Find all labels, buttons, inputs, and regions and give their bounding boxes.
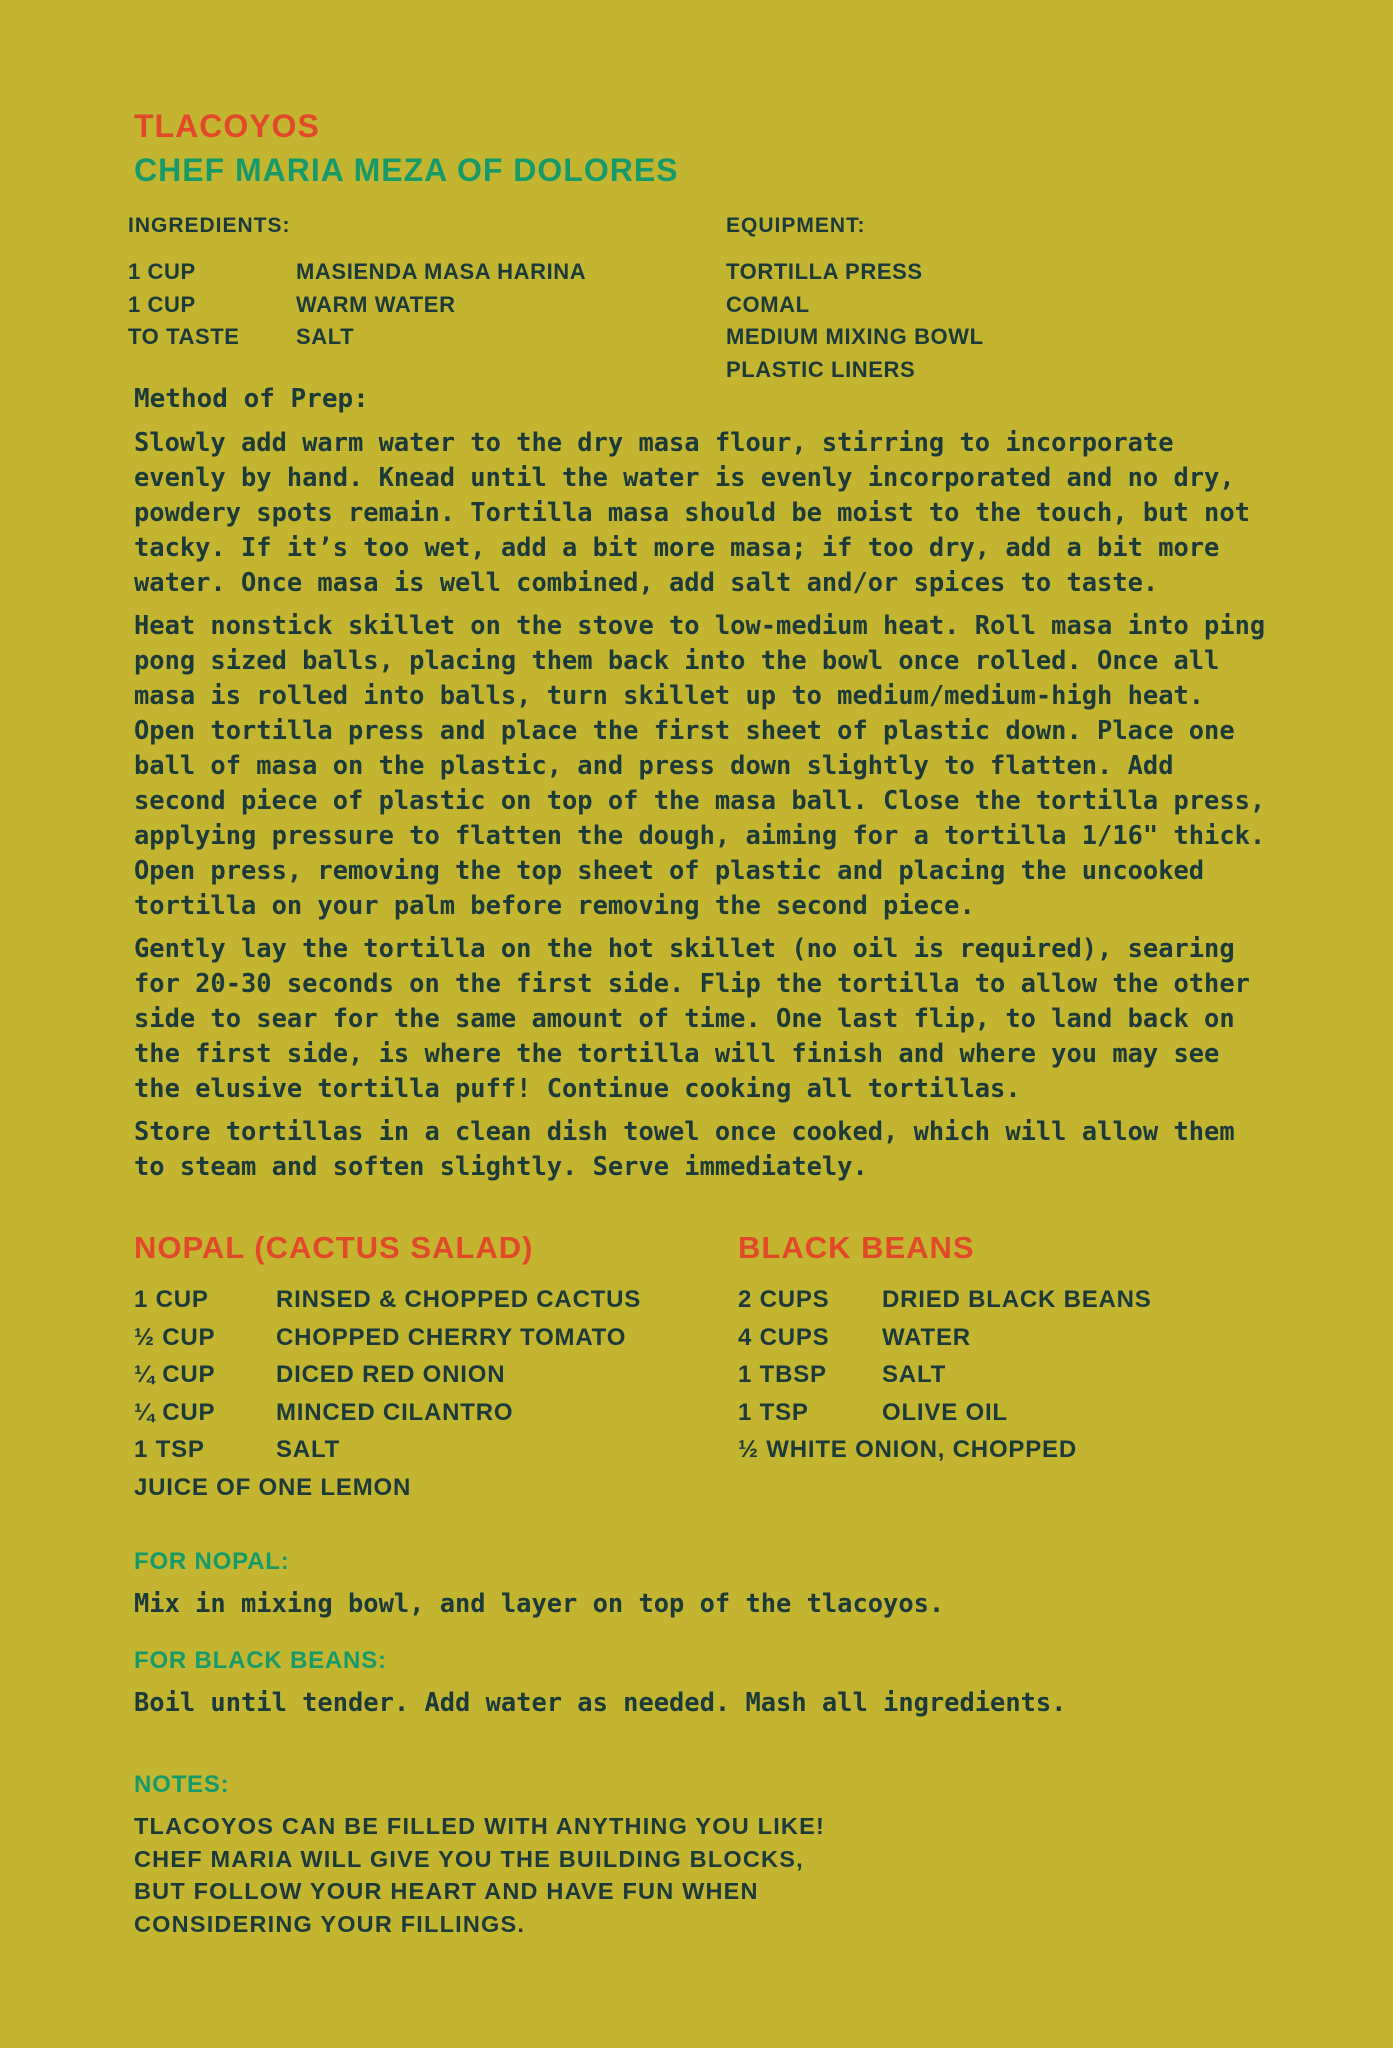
ingredient-row [738,1281,1152,1319]
method-paragraph: Heat nonstick skillet on the stove to low-medium heat. Roll masa into ping pong sized balls, placing them back into the bowl once rolled. Once all masa is rolled into balls, turn skillet up to medium/medium-high heat. Open tortilla press and place the first sheet of plastic down. Place one ball of masa on the plastic, and press down slightly to flatten. Add second piece of plastic on top of the masa ball. Close the tortilla press, applying pressure to flatten the dough, aiming for a tortilla 1/16" thick. Open press, removing the top sheet of plastic and placing the uncooked tortilla on your palm before removing the second piece. [134,610,1266,920]
ingredients-list [128,256,586,354]
ingredient-name: SALT [296,324,355,349]
ingredient-extra: JUICE OF ONE LEMON [134,1473,412,1501]
method-text [134,425,1364,1192]
notes-line: TLACOYOS CAN BE FILLED WITH ANYTHING YOU LIKE! [134,1813,825,1839]
beans-ingredients [738,1281,1152,1469]
ingredient-qty: 1 CUP [128,291,196,317]
for-nopal-text: Mix in mixing bowl, and layer on top of the tlacoyos. [134,1588,945,1618]
ingredient-name: SALT [276,1436,341,1463]
equipment-heading: EQUIPMENT: [726,214,866,237]
ingredient-name: CHOPPED CHERRY TOMATO [276,1323,627,1351]
ingredient-name: RINSED & CHOPPED CACTUS [276,1286,642,1313]
ingredient-row [134,1356,641,1394]
notes-line: CONSIDERING YOUR FILLINGS. [134,1910,526,1937]
for-beans-text: Boil until tender. Add water as needed. Mash all ingredients. [134,1687,1067,1717]
equipment-item: TORTILLA PRESS [726,259,923,284]
equipment-item: MEDIUM MIXING BOWL [726,324,984,349]
ingredient-qty: 1 TSP [134,1436,205,1463]
equipment-item: PLASTIC LINERS [726,356,916,382]
ingredients-heading: INGREDIENTS: [128,214,291,237]
notes-line: CHEF MARIA WILL GIVE YOU THE BUILDING BLOCKS, [134,1845,804,1872]
for-beans-heading: FOR BLACK BEANS: [134,1647,387,1674]
notes-line: BUT FOLLOW YOUR HEART AND HAVE FUN WHEN [134,1878,759,1904]
ingredient-name: MASIENDA MASA HARINA [296,259,587,284]
ingredient-row [738,1356,1152,1394]
method-paragraph: Slowly add warm water to the dry masa flour, stirring to incorporate evenly by hand. Knead until the water is evenly incorporated and no dry, powdery spots remain. Tortilla masa should be moist to the touch, but not tacky. If it’s too wet, add a bit more masa; if too dry, add a bit more water. Once masa is well combined, add salt and/or spices to taste. [134,427,1250,597]
ingredient-qty: ½ CUP [134,1323,216,1351]
ingredient-name: SALT [882,1361,947,1388]
ingredient-qty: 1 TSP [738,1398,809,1426]
notes-text [134,1810,825,1940]
equipment-list [726,256,984,386]
beans-heading: BLACK BEANS [738,1230,975,1265]
ingredient-row [128,321,586,354]
ingredient-qty: TO TASTE [128,324,240,349]
ingredient-name: DICED RED ONION [276,1361,506,1388]
ingredient-row [134,1281,641,1319]
ingredient-row [134,1319,641,1357]
recipe-title: TLACOYOS [134,108,320,144]
ingredient-row [128,289,586,322]
ingredient-qty: 1 TBSP [738,1361,827,1388]
ingredient-qty: ¼ CUP [134,1361,216,1388]
method-paragraph: Gently lay the tortilla on the hot skillet (no oil is required), searing for 20-30 seconds on the first side. Flip the tortilla to allow the other side to sear for the same amount of time. One last flip, to land back on the first side, is where the tortilla will finish and where you may see the elusive tortilla puff! Continue cooking all tortillas. [134,933,1250,1103]
method-heading: Method of Prep: [134,384,369,414]
equipment-item: COMAL [726,291,810,317]
ingredient-row [128,256,586,289]
nopal-ingredients [134,1281,641,1506]
ingredient-row [738,1319,1152,1357]
recipe-subtitle: CHEF MARIA MEZA OF DOLORES [134,152,679,188]
ingredient-name: MINCED CILANTRO [276,1398,514,1426]
notes-heading: NOTES: [134,1771,230,1798]
ingredient-name: DRIED BLACK BEANS [882,1286,1152,1313]
nopal-heading: NOPAL (CACTUS SALAD) [134,1230,534,1265]
method-paragraph: Store tortillas in a clean dish towel once cooked, which will allow them to steam and soften slightly. Serve immediately. [134,1116,1235,1181]
ingredient-name: WARM WATER [296,291,456,317]
ingredient-extra: ½ WHITE ONION, CHOPPED [738,1436,1077,1463]
for-nopal-heading: FOR NOPAL: [134,1548,290,1575]
ingredient-row [134,1394,641,1432]
ingredient-name: OLIVE OIL [882,1398,1008,1426]
ingredient-row [738,1394,1152,1432]
ingredient-qty: 1 CUP [134,1286,209,1313]
ingredient-qty: 1 CUP [128,259,196,284]
ingredient-name: WATER [882,1323,971,1351]
ingredient-qty: 2 CUPS [738,1286,830,1313]
ingredient-row [134,1431,641,1469]
ingredient-qty: ¼ CUP [134,1398,216,1426]
ingredient-qty: 4 CUPS [738,1323,830,1351]
